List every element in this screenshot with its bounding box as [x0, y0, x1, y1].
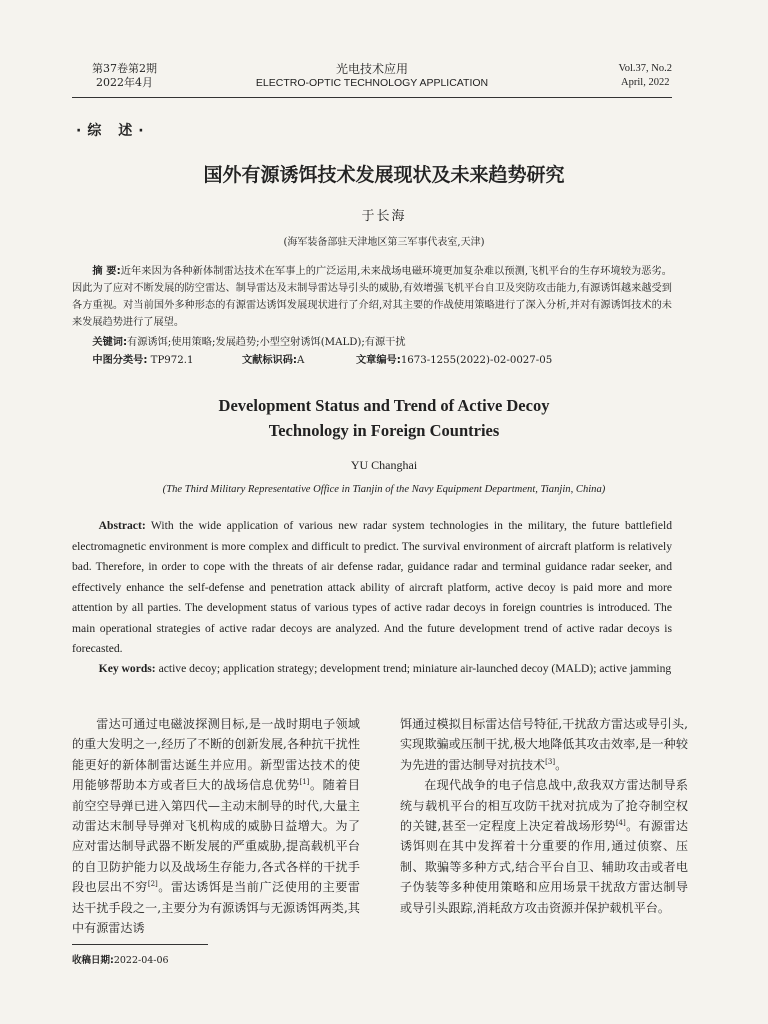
volume-issue-en: Vol.37, No.2	[618, 63, 672, 74]
author-cn: 于长海	[361, 209, 407, 224]
keywords-cn-text: 有源诱饵;使用策略;发展趋势;小型空射诱饵(MALD);有源干扰	[127, 337, 406, 348]
article-title-cn: 国外有源诱饵技术发展现状及未来趋势研究	[203, 164, 565, 186]
article-number-label: 文章编号:	[356, 355, 401, 366]
abstract-en-text: With the wide application of various new radar system technologies in the military, the future battlefield electromagnetic environment is more complex and difficult to predict. The survival environment of aircraft platform is relatively bad. Therefore, in order to cope with the threats of air defense radar, guidance radar and terminal guidance radar seeker, and effectively enhance the self-defense and penetration attack ability of aircraft platform, active decoy is paid more and more attention by all parties. The development status of various types of active radar decoys in foreign countries is introduced. The main operational strategies of active radar decoys are analyzed. And the future development trend of active radar decoys is forecasted.	[72, 519, 672, 655]
body-text: 雷达可通过电磁波探测目标,是一战时期电子领域的重大发明之一,经历了不断的创新发展,各种抗干扰性能更好的新体制雷达诞生并应用。新型雷达技术的使用能够帮助本方或者巨大的战场信息优势	[72, 717, 360, 793]
body-text: 。	[555, 757, 568, 772]
clc-label: 中图分类号:	[92, 355, 148, 366]
body-text: 在现代战争的电子信息战中,敌我双方雷达制导系统与载机平台的相互攻防干扰对抗成为了抢夺制空权的关键,甚至一定程度上决定着战场形势	[400, 778, 688, 834]
doc-code-value: A	[297, 355, 305, 366]
body-text: 。随着目前空空导弹已进入第四代—主动末制导的时代,大量主动雷达末制导导弹对飞机构成的威胁日益增大。为了应对雷达制导武器不断发展的严重威胁,提高载机平台的自卫防护能力以及战场生存能力,各式各样的干扰手段也层出不穷	[72, 778, 360, 895]
volume-issue-cn: 第37卷第2期	[92, 62, 157, 75]
affiliation-cn: (海军装备部驻天津地区第三军事代表室,天津)	[283, 237, 485, 248]
abstract-en	[72, 516, 672, 660]
affiliation-en: (The Third Military Representative Office in Tianjin of the Navy Equipment Department, Tianjin, China)	[162, 484, 606, 495]
body-column-left	[72, 714, 360, 938]
keywords-en-label: Key words:	[98, 662, 156, 675]
document-code	[242, 352, 304, 369]
footnote-divider	[72, 944, 208, 945]
abstract-cn-text: 近年来因为各种新体制雷达技术在军事上的广泛运用,未来战场电磁环境更加复杂难以预测,飞机平台的生存环境较为恶劣。因此为了应对不断发展的防空雷达、制导雷达及末制导雷达导引头的威胁,有效增强飞机平台自卫及突防攻击能力,有源诱饵越来越受到各方重视。对当前国外多种形态的有源雷达诱饵发展现状进行了介绍,对其主要的作战使用策略进行了深入分析,并对有源诱饵技术的未来发展趋势进行了展望。	[72, 266, 672, 328]
body-paragraph	[72, 714, 360, 938]
section-tag: ·综 述·	[76, 123, 150, 139]
citation-ref[interactable]: [2]	[147, 880, 158, 889]
body-column-right	[400, 714, 688, 918]
received-date-value: 2022-04-06	[113, 955, 169, 966]
author-en: YU Changhai	[350, 458, 418, 472]
date-en: April, 2022	[621, 77, 670, 88]
abstract-cn	[72, 263, 672, 331]
title-en-line1: Development Status and Trend of Active Decoy	[218, 396, 550, 415]
received-date-label: 收稿日期:	[72, 955, 114, 966]
keywords-cn	[72, 334, 672, 351]
header-divider	[72, 97, 672, 98]
body-text: 饵通过模拟目标雷达信号特征,干扰敌方雷达或导引头,实现欺骗或压制干扰,极大地降低其攻击效率,是一种较为先进的雷达制导对抗技术	[400, 717, 688, 772]
keywords-en-text: active decoy; application strategy; development trend; miniature air-launched decoy (MALD); active jamming	[158, 662, 672, 675]
article-number-value: 1673-1255(2022)-02-0027-05	[400, 355, 553, 366]
received-date-footnote	[72, 952, 169, 966]
body-paragraph	[400, 775, 688, 918]
body-text: 。有源雷达诱饵则在其中发挥着十分重要的作用,通过侦察、压制、欺骗等多种方式,结合平台自卫、辅助攻击或者电子伪装等多种使用策略和应用场景干扰敌方雷达制导或导引头跟踪,消耗敌方攻击资源并保护载机平台。	[400, 819, 688, 915]
citation-ref[interactable]: [1]	[299, 778, 310, 787]
doc-code-label: 文献标识码:	[242, 355, 298, 366]
article-number	[356, 352, 552, 369]
citation-ref[interactable]: [3]	[545, 757, 556, 766]
header-journal	[72, 62, 672, 90]
clc-number	[92, 352, 193, 369]
body-text: 。雷达诱饵是当前广泛使用的主要雷达干扰手段之一,主要分为有源诱饵与无源诱饵两类,其中有源雷达诱	[72, 880, 360, 936]
keywords-cn-label: 关键词:	[92, 337, 128, 348]
journal-name-en: ELECTRO-OPTIC TECHNOLOGY APPLICATION	[255, 77, 489, 89]
abstract-en-label: Abstract:	[98, 519, 146, 532]
clc-value: TP972.1	[150, 355, 194, 366]
article-title-en	[0, 393, 768, 443]
citation-ref[interactable]: [4]	[615, 819, 626, 827]
journal-name-cn: 光电技术应用	[335, 62, 408, 76]
running-header	[72, 62, 672, 94]
body-paragraph-continued	[400, 714, 688, 775]
abstract-cn-label: 摘 要:	[92, 266, 121, 277]
title-en-line2: Technology in Foreign Countries	[268, 421, 500, 440]
header-volume-en	[619, 62, 672, 90]
date-cn: 2022年4月	[96, 76, 153, 89]
keywords-en	[72, 659, 672, 679]
